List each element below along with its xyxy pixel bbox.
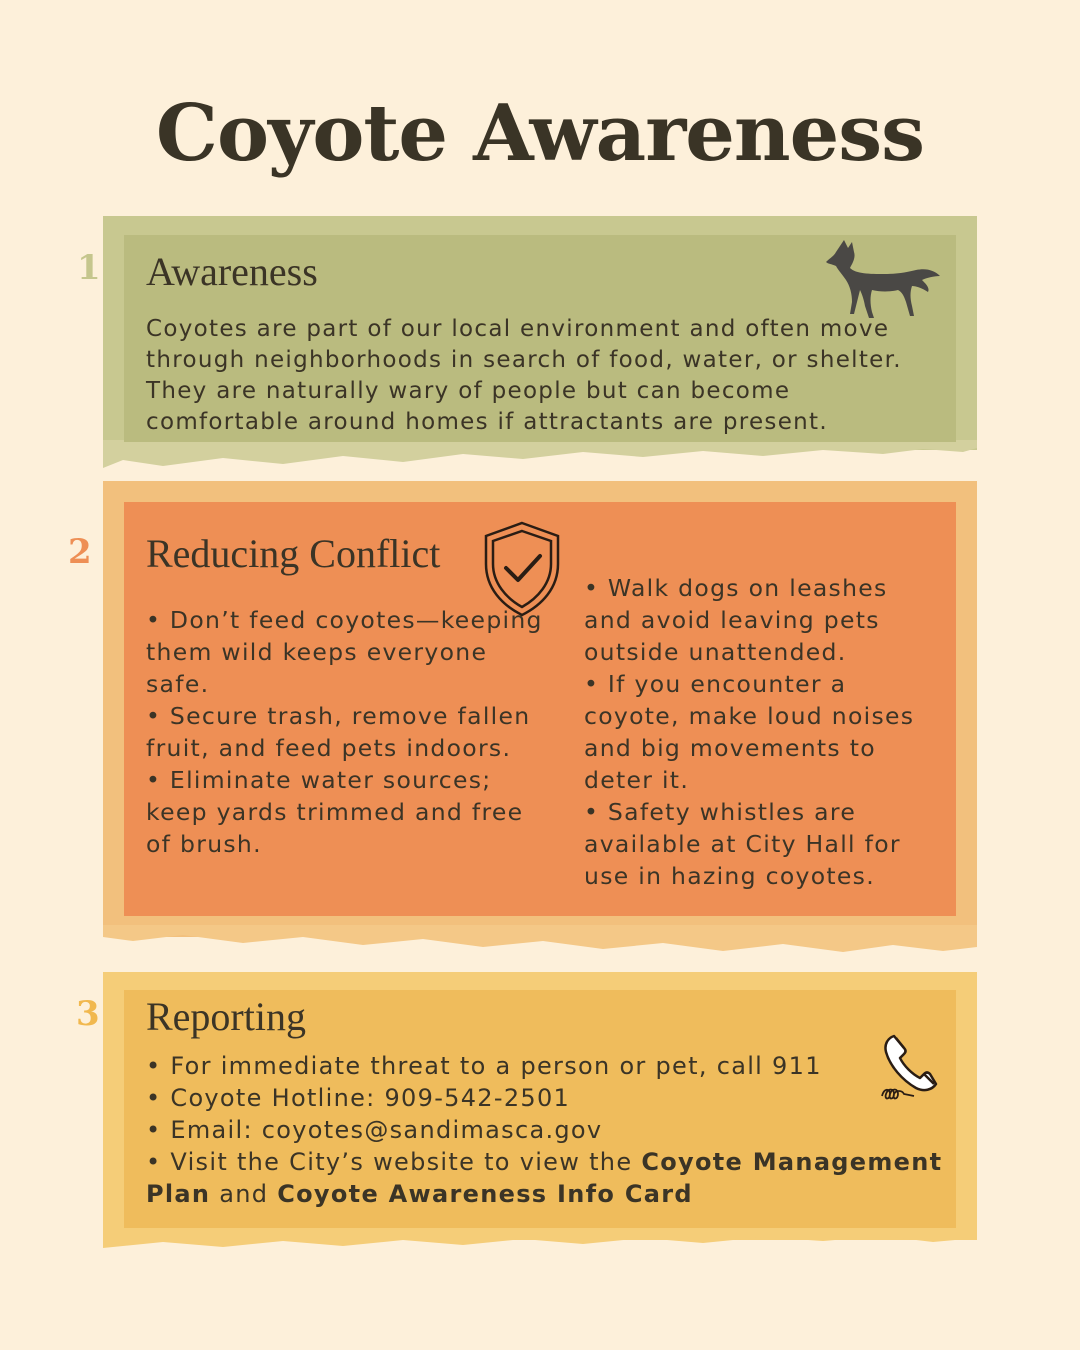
awareness-heading: Awareness xyxy=(146,249,318,294)
list-item: • Safety whistles are available at City Hall for use in hazing coyotes. xyxy=(584,798,901,890)
conflict-left-list xyxy=(146,604,546,860)
reporting-list xyxy=(146,1050,946,1210)
section-number-1: 1 xyxy=(77,248,101,288)
list-item: • Walk dogs on leashes and avoid leaving pets outside unattended. xyxy=(584,574,888,666)
section-number-3: 3 xyxy=(76,994,100,1034)
list-item: • For immediate threat to a person or pet, call 911 xyxy=(146,1052,822,1080)
info-card-link[interactable]: Coyote Awareness Info Card xyxy=(277,1180,693,1208)
conflict-heading: Reducing Conflict xyxy=(146,531,441,576)
website-mid: and xyxy=(210,1180,278,1208)
list-item: • If you encounter a coyote, make loud noises and big movements to deter it. xyxy=(584,670,915,794)
list-item: • Coyote Hotline: 909-542-2501 xyxy=(146,1084,571,1112)
torn-edge xyxy=(103,925,977,955)
list-item: • Eliminate water sources; keep yards trimmed and free of brush. xyxy=(146,766,524,858)
reporting-heading: Reporting xyxy=(146,994,306,1039)
management-plan-link[interactable]: Coyote Management Plan xyxy=(146,1148,943,1208)
section-number-2: 2 xyxy=(68,532,92,572)
torn-edge xyxy=(103,440,977,470)
torn-edge xyxy=(103,1228,977,1252)
list-item xyxy=(146,1146,946,1210)
website-prefix: • Visit the City’s website to view the xyxy=(146,1148,642,1176)
list-item: • Secure trash, remove fallen fruit, and feed pets indoors. xyxy=(146,702,531,762)
list-item: • Email: coyotes@sandimasca.gov xyxy=(146,1116,603,1144)
awareness-body: Coyotes are part of our local environment and often move through neighborhoods in search of food, water, or shelter. They are naturally wary of people but can become comfortable around homes if attractants are present. xyxy=(146,316,902,435)
page-title: Coyote Awareness xyxy=(155,88,925,179)
coyote-silhouette-icon xyxy=(826,240,942,322)
list-item: • Don’t feed coyotes—keeping them wild keeps everyone safe. xyxy=(146,606,543,698)
conflict-right-list xyxy=(584,572,934,892)
